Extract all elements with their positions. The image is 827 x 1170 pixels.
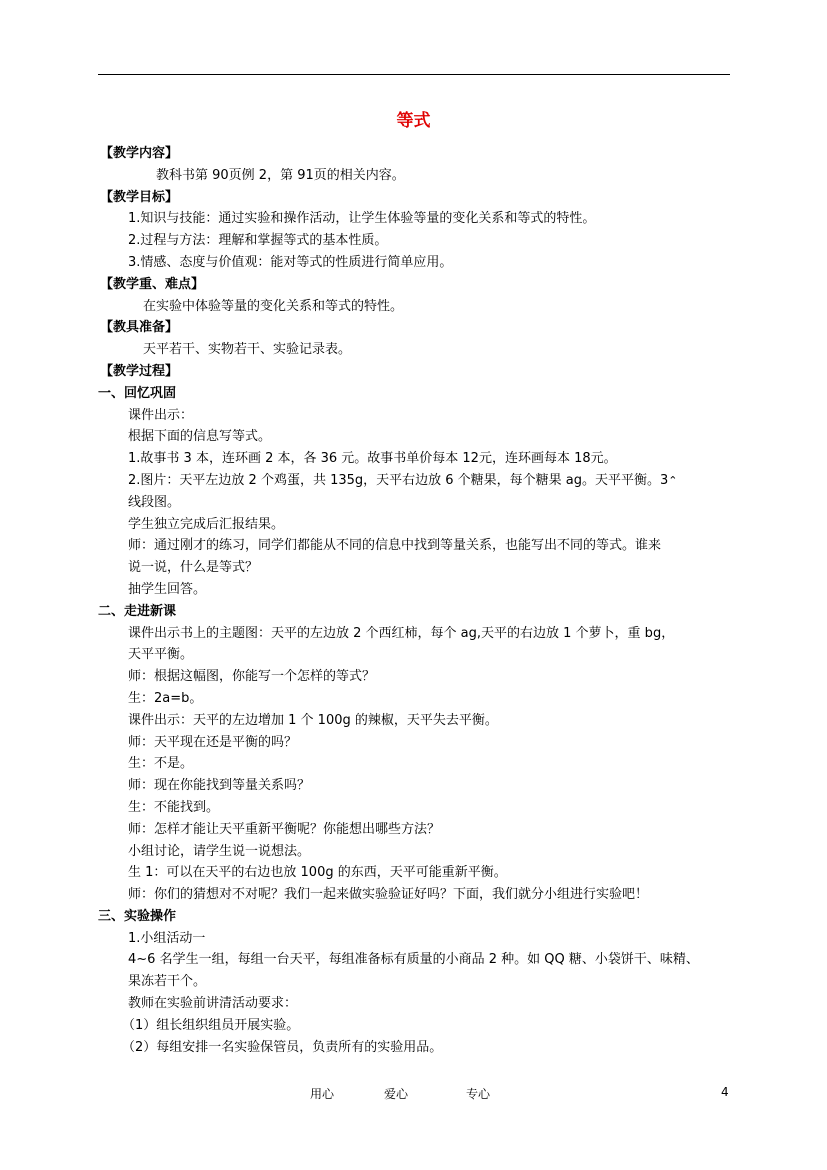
part2-line: 师：天平现在还是平衡的吗？	[128, 734, 298, 750]
goal-item: 3.情感、态度与价值观：能对等式的性质进行简单应用。	[128, 254, 453, 270]
document-body	[100, 143, 732, 1058]
chevron-up-icon: ⌃	[668, 473, 678, 487]
part2-line: 师：你们的猜想对不对呢？我们一起来做实验验证好吗？下面，我们就分小组进行实验吧！	[128, 887, 649, 903]
page-number: 4	[721, 1085, 729, 1099]
part1-line-text: 2.图片：天平左边放 2 个鸡蛋，共 135g，天平右边放 6 个糖果，每个糖果 ag。天平平衡。3	[128, 472, 669, 488]
header-rule	[98, 74, 730, 75]
section-heading-content: 【教学内容】	[100, 146, 179, 161]
part2-line: 师：怎样才能让天平重新平衡呢？你能想出哪些方法？	[128, 821, 441, 837]
goal-item: 2.过程与方法：理解和掌握等式的基本性质。	[128, 233, 388, 249]
part2-line: 生：2a=b。	[128, 690, 203, 706]
part1-line: 说一说，什么是等式？	[128, 560, 259, 576]
part1-line-with-chevron	[100, 470, 732, 492]
section-heading-key: 【教学重、难点】	[100, 276, 205, 292]
part2-line: 师：根据这幅图，你能写一个怎样的等式？	[128, 669, 376, 685]
key-text: 在实验中体验等量的变化关系和等式的特性。	[143, 298, 404, 314]
part3-line: 1.小组活动一	[128, 930, 206, 946]
footer-middle: 爱心	[384, 1087, 409, 1101]
part1-line: 抽学生回答。	[128, 581, 207, 597]
part2-line: 生 1：可以在天平的右边也放 100g 的东西，天平可能重新平衡。	[128, 865, 507, 881]
part1-line: 1.故事书 3 本，连环画 2 本，各 36 元。故事书单价每本 12元，连环画每本 18元。	[128, 451, 617, 467]
part2-line: 师：现在你能找到等量关系吗？	[128, 778, 311, 794]
part2-line: 小组讨论，请学生说一说想法。	[128, 843, 311, 859]
part2-line: 课件出示书上的主题图：天平的左边放 2 个西红柿，每个 ag,天平的右边放 1 个萝卜，重 bg，	[128, 625, 675, 641]
part3-line: 果冻若干个。	[128, 974, 207, 990]
section-heading-goals: 【教学目标】	[100, 189, 179, 205]
page-title: 等式	[396, 111, 431, 131]
part1-line: 课件出示：	[128, 407, 194, 423]
part1-heading: 一、回忆巩固	[98, 385, 177, 401]
content-text: 教科书第 90页例 2，第 91页的相关内容。	[156, 167, 405, 183]
footer-right: 专心	[466, 1087, 491, 1101]
part2-heading: 二、走进新课	[98, 603, 177, 619]
part3-line: （2）每组安排一名实验保管员，负责所有的实验用品。	[122, 1039, 443, 1055]
part3-line: （1）组长组织组员开展实验。	[122, 1017, 300, 1033]
tools-text: 天平若干、实物若干、实验记录表。	[143, 342, 352, 358]
part2-line: 生：不能找到。	[128, 799, 220, 815]
part3-heading: 三、实验操作	[98, 908, 177, 924]
goal-item: 1.知识与技能：通过实验和操作活动，让学生体验等量的变化关系和等式的特性。	[128, 211, 596, 227]
part1-line: 根据下面的信息写等式。	[128, 429, 272, 445]
part2-line: 生：不是。	[128, 756, 194, 772]
part3-line: 4~6 名学生一组，每组一台天平，每组准备标有质量的小商品 2 种。如 QQ 糖、小袋饼干、味精、	[128, 952, 699, 968]
part1-line: 学生独立完成后汇报结果。	[128, 516, 285, 532]
section-heading-process: 【教学过程】	[100, 363, 179, 379]
part1-line: 师：通过刚才的练习，同学们都能从不同的信息中找到等量关系，也能写出不同的等式。谁来	[128, 538, 662, 554]
part2-line: 课件出示：天平的左边增加 1 个 100g 的辣椒，天平失去平衡。	[128, 712, 498, 728]
footer-left: 用心	[310, 1087, 335, 1101]
section-heading-tools: 【教具准备】	[100, 320, 179, 336]
part3-line: 教师在实验前讲清活动要求：	[128, 996, 298, 1012]
part1-line: 线段图。	[128, 494, 181, 510]
part2-line: 天平平衡。	[128, 647, 194, 663]
